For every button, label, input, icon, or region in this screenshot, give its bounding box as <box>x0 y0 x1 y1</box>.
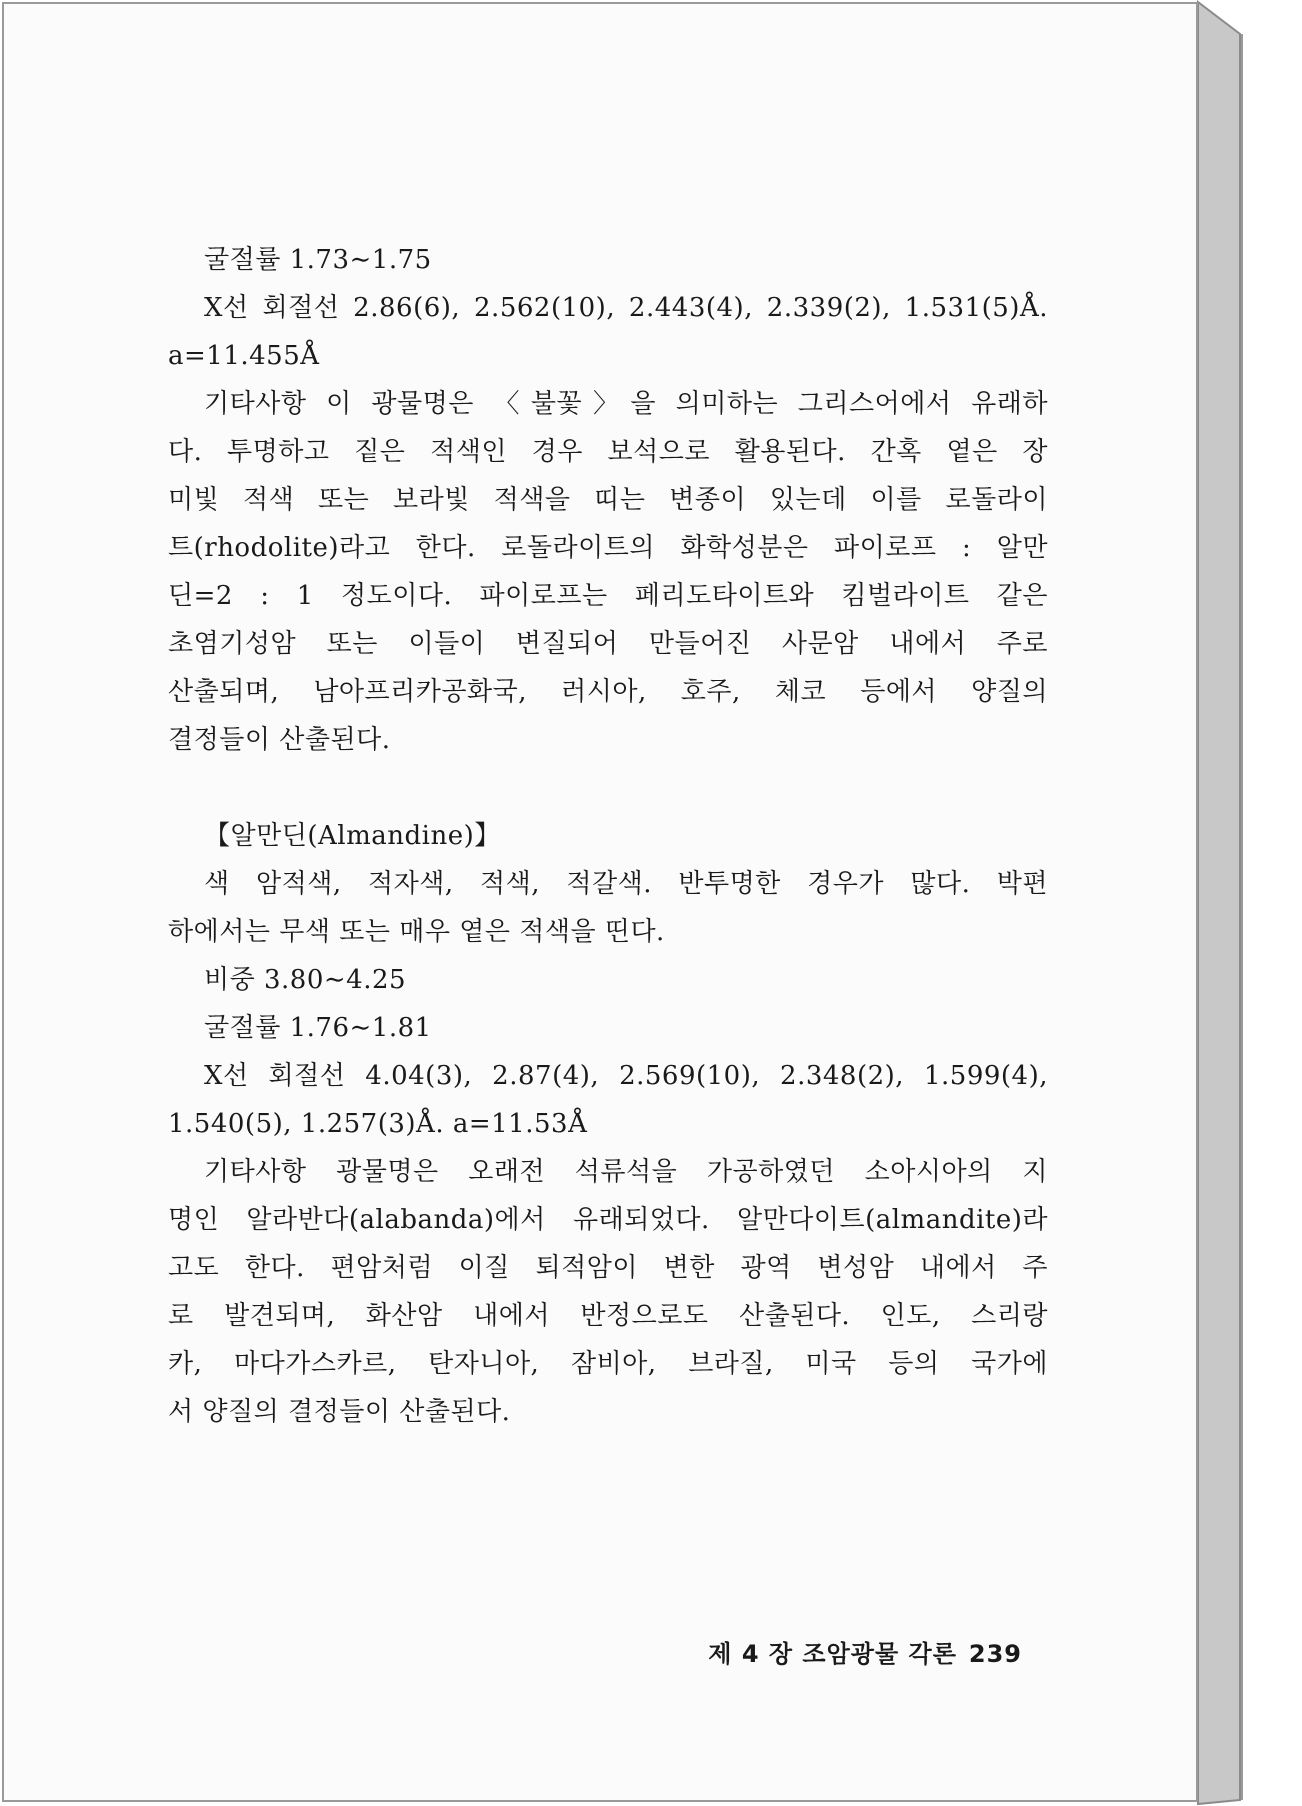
chapter-title: 제 4 장 조암광물 각론 <box>708 1640 957 1668</box>
text-line: 카, 마다가스카르, 탄자니아, 잠비아, 브라질, 미국 등의 국가에 <box>168 1349 1048 1379</box>
text-line: 하에서는 무색 또는 매우 옅은 적색을 띤다. <box>168 917 665 947</box>
text-line: 로 발견되며, 화산암 내에서 반정으로도 산출된다. 인도, 스리랑 <box>168 1301 1048 1331</box>
text-line: 굴절률 1.73∼1.75 <box>204 245 432 275</box>
section-heading: 【알만딘(Almandine)】 <box>204 821 501 851</box>
text-line: 기타사항 광물명은 오래전 석류석을 가공하였던 소아시아의 지 <box>204 1157 1048 1187</box>
text-line: X선 회절선 2.86(6), 2.562(10), 2.443(4), 2.339(2), 1.531(5)Å. <box>204 293 1048 323</box>
text-line: 결정들이 산출된다. <box>168 725 391 755</box>
text-line: 굴절률 1.76∼1.81 <box>204 1013 432 1043</box>
text-line: 1.540(5), 1.257(3)Å. a=11.53Å <box>168 1109 588 1139</box>
section-gap <box>168 764 1048 812</box>
text-line: X선 회절선 4.04(3), 2.87(4), 2.569(10), 2.348(2), 1.599(4), <box>204 1061 1048 1091</box>
text-line: a=11.455Å <box>168 341 320 371</box>
text-line: 명인 알라반다(alabanda)에서 유래되었다. 알만다이트(almandite)라 <box>168 1205 1048 1235</box>
text-line: 트(rhodolite)라고 한다. 로돌라이트의 화학성분은 파이로프 : 알만 <box>168 533 1048 563</box>
text-line: 초염기성암 또는 이들이 변질되어 만들어진 사문암 내에서 주로 <box>168 629 1048 659</box>
page-number: 239 <box>968 1640 1022 1668</box>
text-line: 딘=2 : 1 정도이다. 파이로프는 페리도타이트와 킴벌라이트 같은 <box>168 581 1048 611</box>
running-footer <box>700 1634 1022 1669</box>
text-line: 고도 한다. 편암처럼 이질 퇴적암이 변한 광역 변성암 내에서 주 <box>168 1253 1048 1283</box>
text-line: 미빛 적색 또는 보라빛 적색을 띠는 변종이 있는데 이를 로돌라이 <box>168 485 1048 515</box>
text-line: 서 양질의 결정들이 산출된다. <box>168 1397 511 1427</box>
text-line: 산출되며, 남아프리카공화국, 러시아, 호주, 체코 등에서 양질의 <box>168 677 1048 707</box>
text-line: 비중 3.80∼4.25 <box>204 965 407 995</box>
text-line: 다. 투명하고 짙은 적색인 경우 보석으로 활용된다. 간혹 옅은 장 <box>168 437 1048 467</box>
text-line: 기타사항 이 광물명은 〈불꽃〉을 의미하는 그리스어에서 유래하 <box>204 389 1048 419</box>
text-line: 색 암적색, 적자색, 적색, 적갈색. 반투명한 경우가 많다. 박편 <box>204 869 1048 899</box>
page-content <box>168 236 1048 1436</box>
